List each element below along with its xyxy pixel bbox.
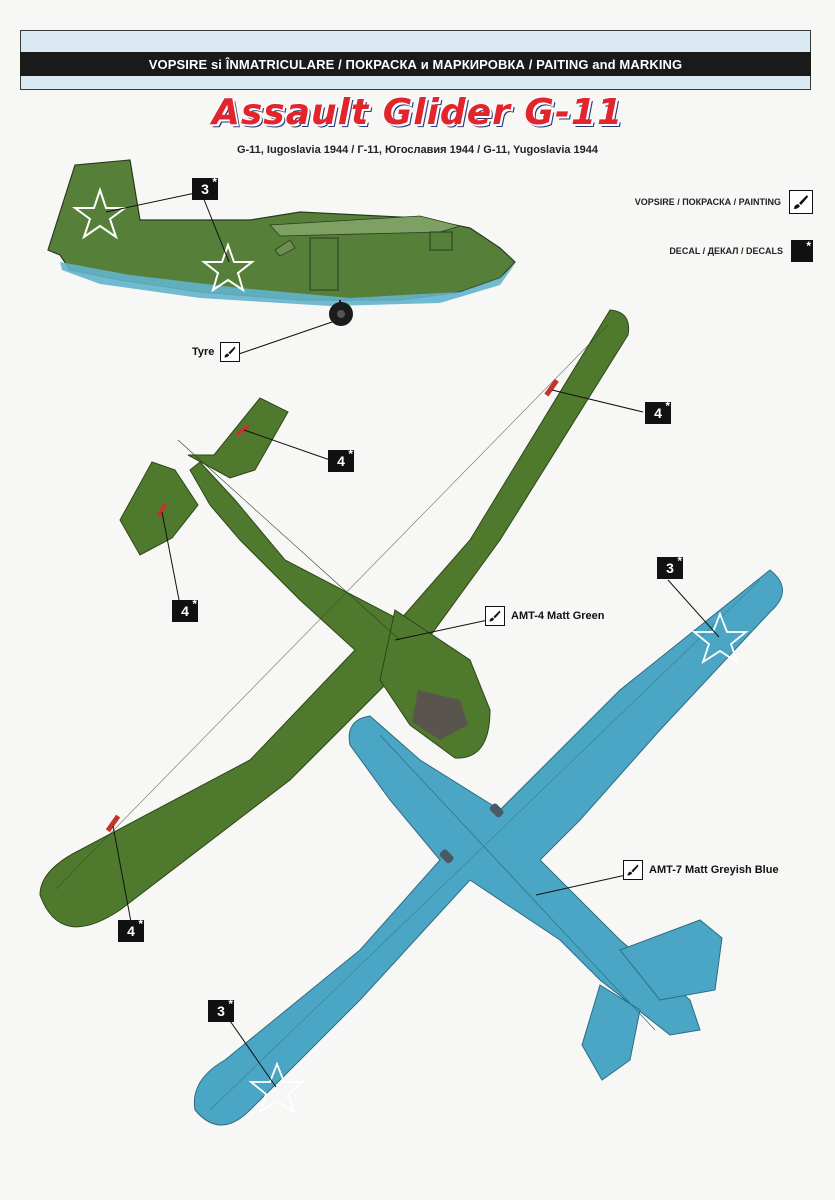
- decal-number: 4: [654, 405, 662, 421]
- decal-number: 4: [181, 603, 189, 619]
- decal-asterisk: *: [138, 917, 143, 931]
- decal-asterisk: *: [192, 597, 197, 611]
- decal-asterisk: *: [677, 554, 682, 568]
- decal-callout-4: [172, 597, 198, 622]
- green-paint-callout: [485, 606, 605, 626]
- tyre-callout: [192, 342, 240, 362]
- legend-decal-label: DECAL / ДЕКАЛ / DECALS: [669, 246, 783, 256]
- green-paint-label: AMT-4 Matt Green: [511, 610, 605, 622]
- decal-asterisk-icon: *: [791, 240, 813, 262]
- decal-asterisk: *: [228, 997, 233, 1011]
- decal-callout-3: [657, 554, 683, 579]
- decal-callout-4: [645, 399, 671, 424]
- decal-asterisk: *: [212, 175, 217, 189]
- decal-number: 3: [201, 181, 209, 197]
- decal-callout-3: [192, 175, 218, 200]
- paint-brush-icon: [485, 606, 505, 626]
- paint-brush-icon: [220, 342, 240, 362]
- decal-callout-4: [118, 917, 144, 942]
- page-title: Assault Glider G-11: [211, 92, 623, 133]
- decal-number: 3: [217, 1003, 225, 1019]
- paint-brush-icon: [623, 860, 643, 880]
- decal-asterisk: *: [348, 447, 353, 461]
- decal-asterisk: *: [665, 399, 670, 413]
- decal-callout-3: [208, 997, 234, 1022]
- page-subtitle: G-11, Iugoslavia 1944 / Г-11, Югославия 1944 / G-11, Yugoslavia 1944: [236, 144, 599, 156]
- side-view-glider: [48, 160, 515, 326]
- decal-number: 4: [337, 453, 345, 469]
- decal-number: 4: [127, 923, 135, 939]
- bottom-view-blue-glider: [194, 570, 782, 1125]
- blue-paint-label: AMT-7 Matt Greyish Blue: [649, 864, 779, 876]
- decal-callout-4: [328, 447, 354, 472]
- header-banner-text: VOPSIRE si ÎNMATRICULARE / ПОКРАСКА и МАРКИРОВКА / PAITING and MARKING: [148, 56, 683, 72]
- decal-number: 3: [666, 560, 674, 576]
- blue-paint-callout: [623, 860, 779, 880]
- tyre-label: Tyre: [192, 346, 215, 358]
- legend-painting-label: VOPSIRE / ПОКРАСКА / PAINTING: [634, 197, 781, 207]
